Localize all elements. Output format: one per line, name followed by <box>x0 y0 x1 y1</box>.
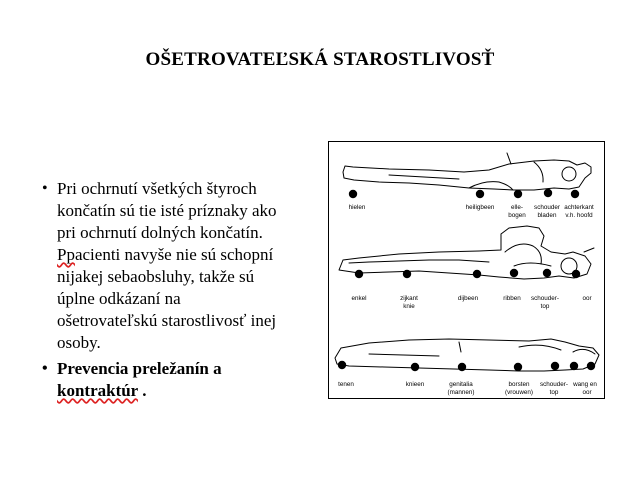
bullet-line: nijakej sebaobsluhy, takže sú <box>57 267 255 286</box>
figure-label: tenen <box>338 381 354 388</box>
figure-label: hielen <box>348 204 366 211</box>
pressure-point <box>473 270 481 278</box>
bullet-line-rest: . <box>137 381 147 400</box>
bullet-line: pri ochrnutí dolných končatín. <box>57 223 263 242</box>
bullet-prevention <box>42 358 317 402</box>
figure-label: wang en <box>573 381 597 388</box>
figure-label: elle- <box>511 204 523 211</box>
spell-error-word: kontraktúr <box>57 381 138 400</box>
figure-label: dijbeen <box>457 295 479 302</box>
bullet-line: osoby. <box>57 333 101 352</box>
pressure-point <box>514 363 522 371</box>
bullet-line: Pri ochrnutí všetkých štyroch <box>57 179 257 198</box>
bullet-paralysis <box>42 178 317 354</box>
pressure-point <box>411 363 419 371</box>
figure-label: bogen <box>508 212 526 219</box>
figure-label: ribben <box>503 295 521 302</box>
pressure-point <box>355 270 363 278</box>
figure-label: oor <box>582 389 592 396</box>
pressure-point <box>570 362 578 370</box>
bullet-line <box>57 380 317 402</box>
figure-label: zijkant <box>400 295 418 302</box>
figure-label: oor <box>582 295 592 302</box>
figure-label: top <box>549 389 559 396</box>
figure-label: genitalia <box>449 381 473 388</box>
pressure-point <box>403 270 411 278</box>
figure-label: heiligbeen <box>465 204 495 211</box>
figure-label: (mannen) <box>447 389 475 396</box>
figure-label: (vrouwen) <box>505 389 533 396</box>
pressure-point <box>544 189 552 197</box>
pressure-point <box>551 362 559 370</box>
bullet-list <box>42 178 317 402</box>
pressure-points-figure <box>328 141 605 399</box>
figure-label: schouder- <box>530 295 560 302</box>
pressure-point <box>476 190 484 198</box>
pressure-point <box>349 190 357 198</box>
pressure-point <box>572 270 580 278</box>
figure-label: achterkant <box>564 204 594 211</box>
bullet-line: Prevencia preležanín a <box>57 359 222 378</box>
figure-label: bladen <box>537 212 557 219</box>
figure-label: top <box>540 303 550 310</box>
bullet-marker: • <box>42 360 48 377</box>
figure-label: knieen <box>405 381 425 388</box>
pressure-point <box>587 362 595 370</box>
pressure-point <box>514 190 522 198</box>
spell-error-fragment: Pp <box>57 245 75 264</box>
pressure-point <box>338 361 346 369</box>
figure-label: schouder <box>534 204 560 211</box>
figure-label: v.h. hoofd <box>565 212 593 219</box>
figure-supine <box>343 153 591 190</box>
bullet-line: úplne odkázaní na <box>57 289 181 308</box>
pressure-point <box>543 269 551 277</box>
figure-side-lying <box>339 226 594 279</box>
pressure-points-illustration <box>329 142 604 398</box>
figure-label: schouder- <box>539 381 569 388</box>
pressure-point <box>571 190 579 198</box>
bullet-marker: • <box>42 180 48 197</box>
slide-title: OŠETROVATEĽSKÁ STAROSTLIVOSŤ <box>145 49 495 70</box>
pressure-point <box>458 363 466 371</box>
bullet-line <box>57 244 317 266</box>
figure-label: borsten <box>508 381 530 388</box>
figure-prone <box>335 339 599 371</box>
pressure-point <box>510 269 518 277</box>
figure-label: enkel <box>351 295 367 302</box>
bullet-line: končatín sú tie isté príznaky ako <box>57 201 277 220</box>
bullet-line-rest: acienti navyše nie sú schopní <box>74 245 274 264</box>
bullet-line: ošetrovateľskú starostlivosť inej <box>57 311 277 330</box>
figure-label: knie <box>403 303 415 310</box>
